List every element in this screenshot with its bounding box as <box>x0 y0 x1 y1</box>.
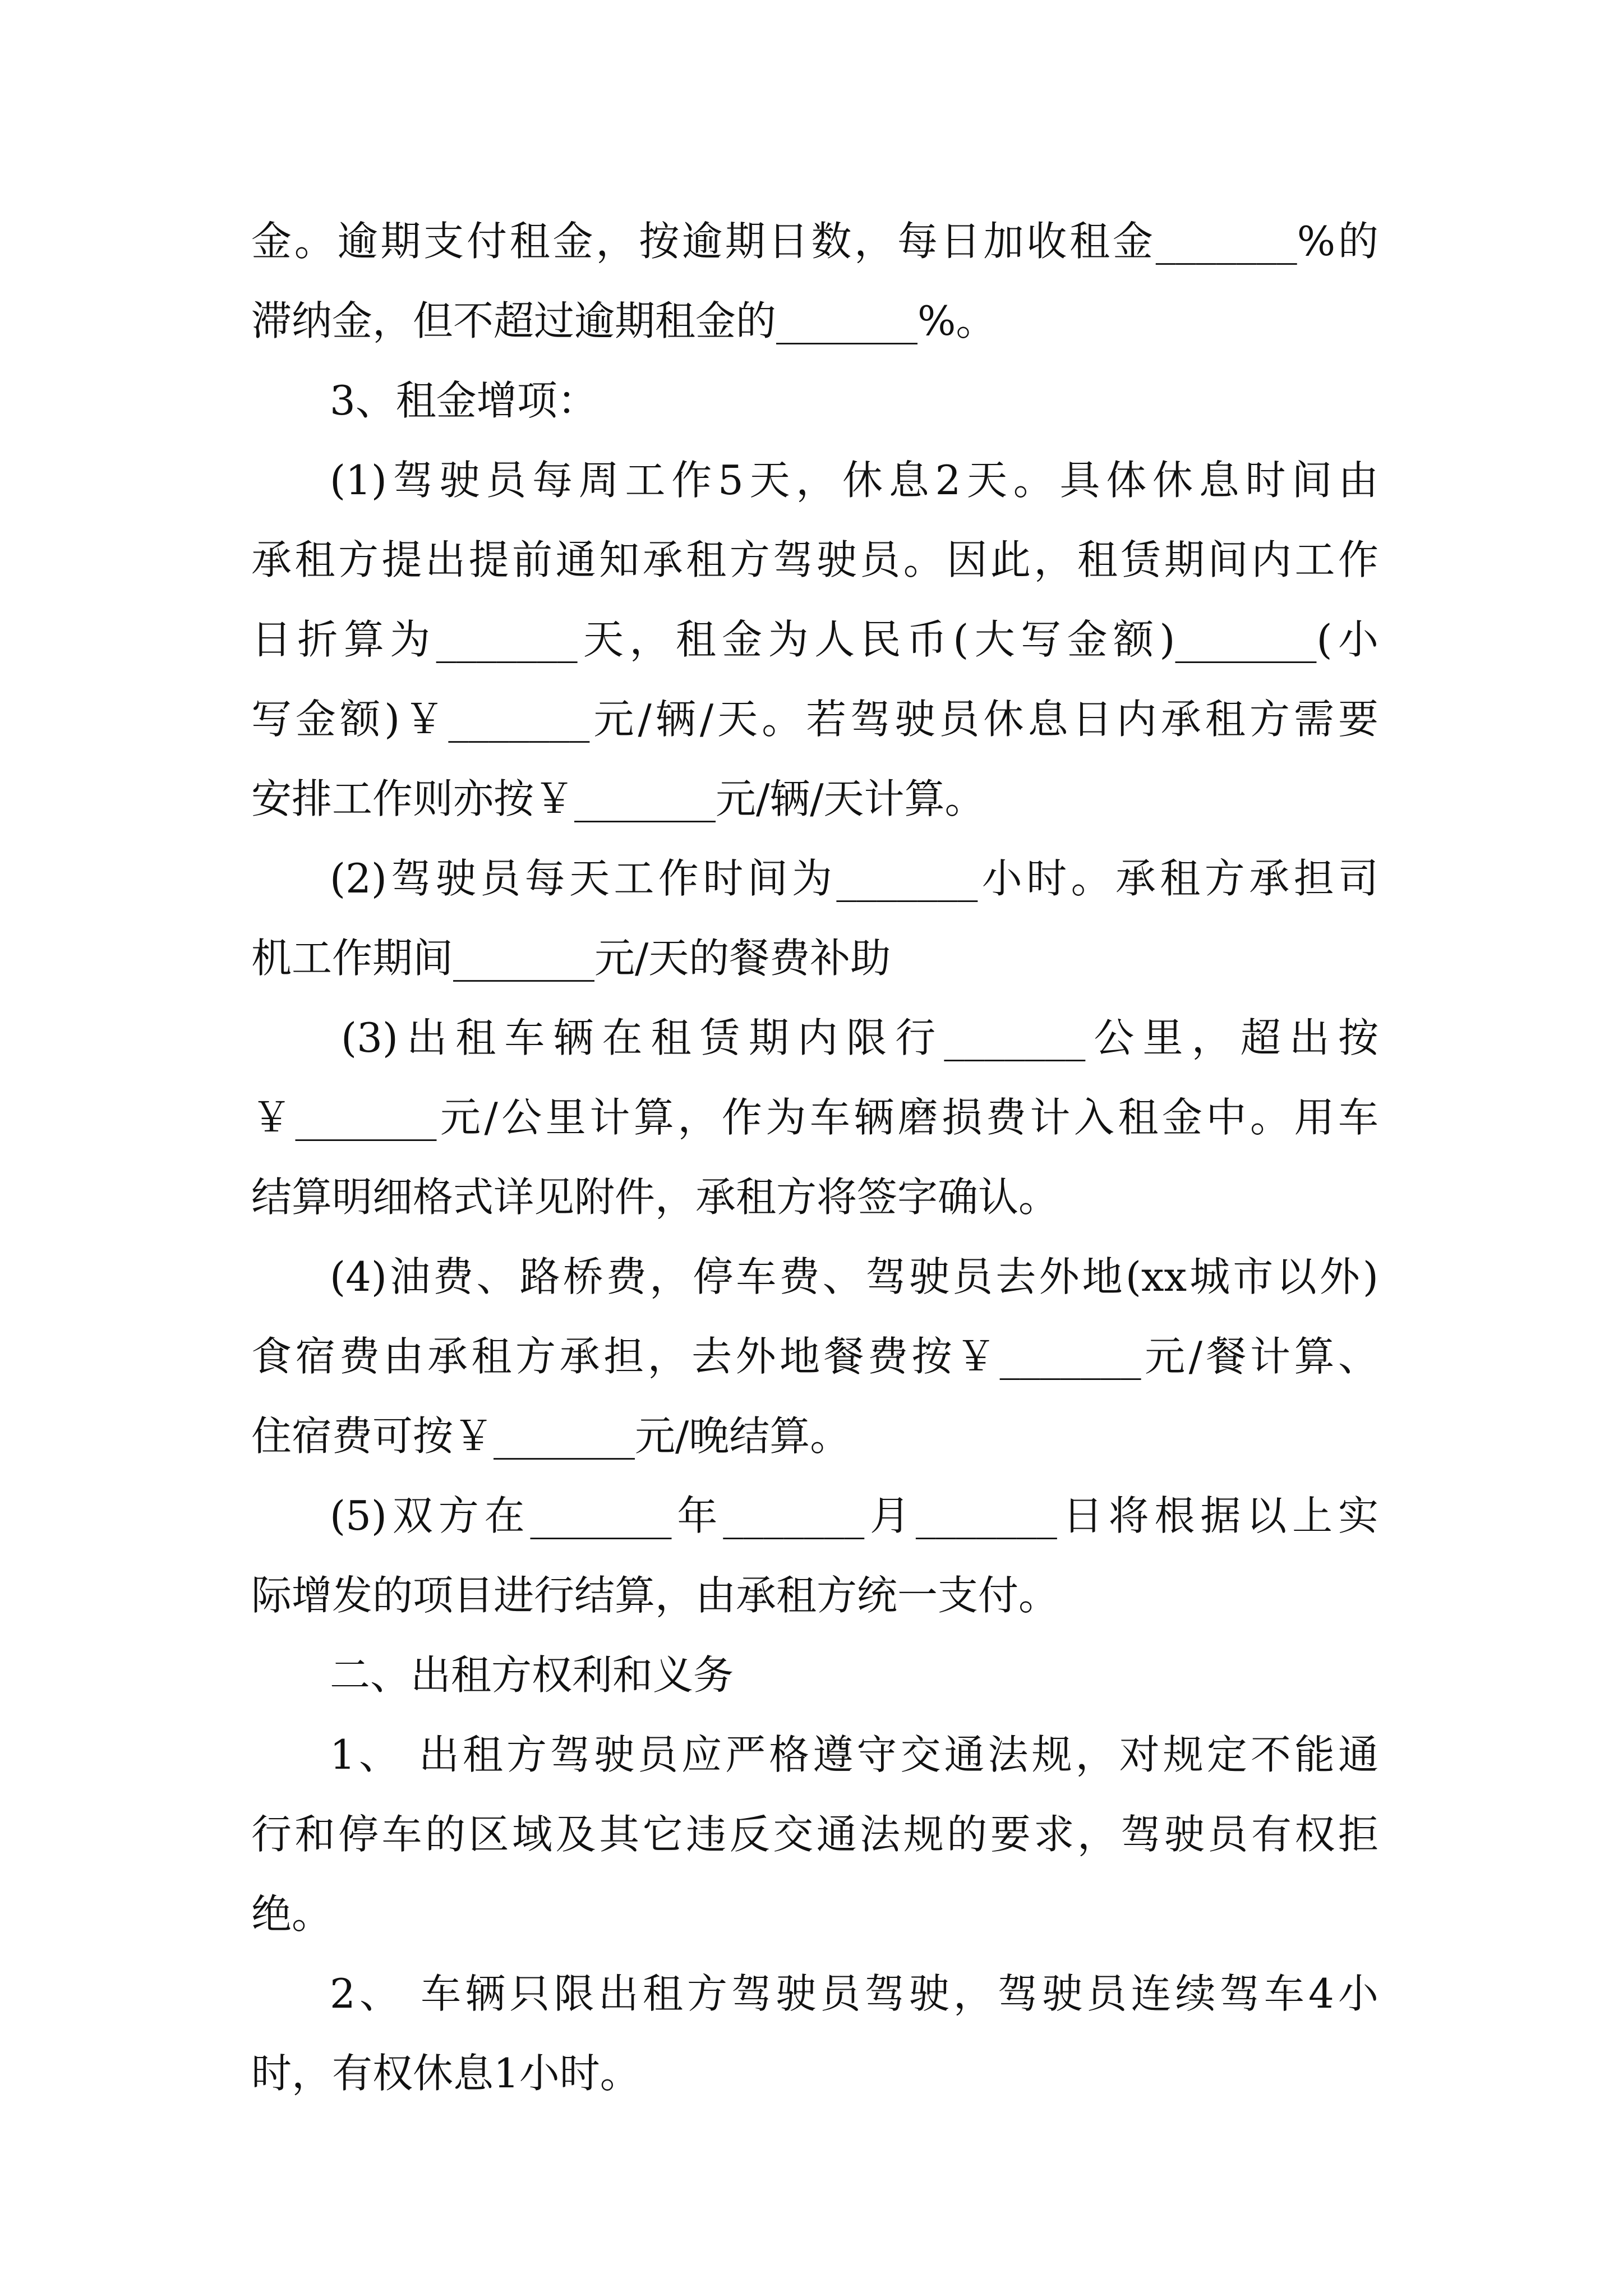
text-line: 时，有权休息1小时。 <box>251 2050 640 2097</box>
text-line: (2)驾驶员每天工作时间为_______小时。承租方承担司 <box>330 855 1378 902</box>
text-line: ￥_______元/公里计算，作为车辆磨损费计入租金中。用车 <box>251 1094 1378 1141</box>
section-heading: 二、出租方权利和义务 <box>330 1651 734 1699</box>
text-line: 结算明细格式详见附件，承租方将签字确认。 <box>251 1174 1059 1221</box>
text-line: 际增发的项目进行结算，由承租方统一支付。 <box>251 1572 1059 1619</box>
text-line: 行和停车的区域及其它违反交通法规的要求，驾驶员有权拒 <box>251 1811 1378 1858</box>
text-line: 日折算为_______天，租金为人民币(大写金额)_______(小 <box>251 616 1378 663</box>
text-line: 安排工作则亦按￥_______元/辆/天计算。 <box>251 775 985 822</box>
text-line: 食宿费由承租方承担，去外地餐费按￥_______元/餐计算、 <box>251 1333 1378 1380</box>
text-line: 机工作期间_______元/天的餐费补助 <box>251 935 891 982</box>
text-line: (5)双方在_______年_______月_______日将根据以上实 <box>330 1492 1378 1539</box>
text-line: 绝。 <box>251 1890 333 1938</box>
section-heading: 3、租金增项： <box>330 377 598 424</box>
text-line: (1)驾驶员每周工作5天，休息2天。具体休息时间由 <box>330 457 1378 504</box>
text-line: 承租方提出提前通知承租方驾驶员。因此，租赁期间内工作 <box>251 536 1378 583</box>
text-line: 1、 出租方驾驶员应严格遵守交通法规，对规定不能通 <box>330 1731 1378 1778</box>
text-line: 金。逾期支付租金，按逾期日数，每日加收租金_______%的 <box>251 218 1378 265</box>
text-line: 写金额)￥_______元/辆/天。若驾驶员休息日内承租方需要 <box>251 696 1378 743</box>
text-line: 住宿费可按￥_______元/晚结算。 <box>251 1412 851 1460</box>
text-line: 2、 车辆只限出租方驾驶员驾驶，驾驶员连续驾车4小 <box>330 1970 1378 2017</box>
text-line: (4)油费、路桥费，停车费、驾驶员去外地(xx城市以外) <box>330 1253 1378 1300</box>
text-line: (3)出租车辆在租赁期内限行_______公里，超出按 <box>341 1014 1378 1061</box>
text-line: 滞纳金，但不超过逾期租金的_______%。 <box>251 297 997 344</box>
